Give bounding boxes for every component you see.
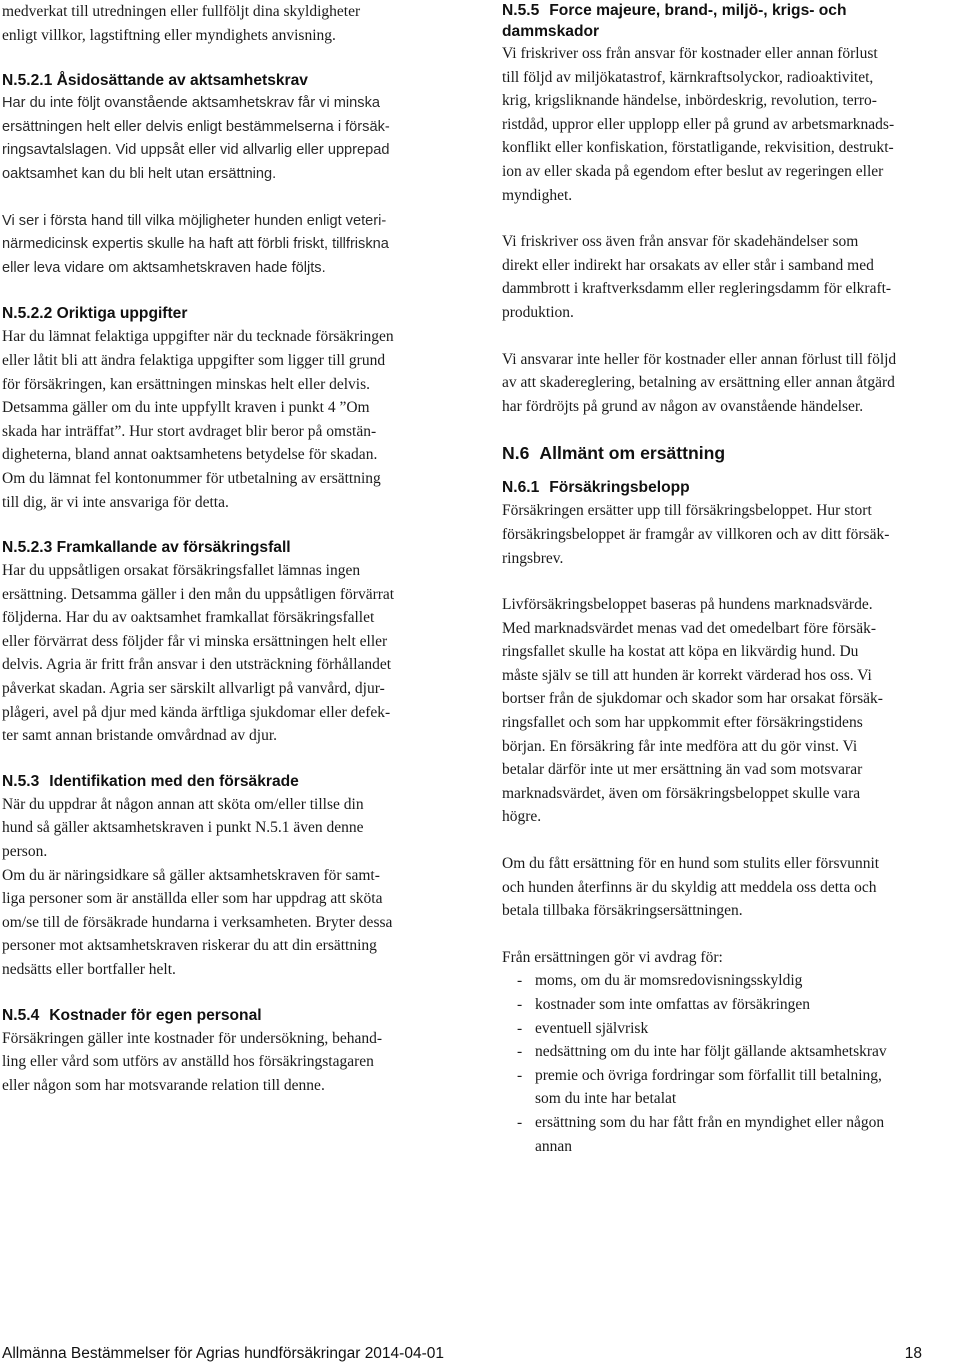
section-heading-n5-2-2: N.5.2.2 Oriktiga uppgifter [2,305,188,323]
section-title: Kostnader för egen personal [49,1006,262,1024]
section-title: Försäkringsbelopp [549,479,690,497]
section-paragraph: Vi ser i första hand till vilka möjligheter hunden enligt veteri- närmedicinsk expertis skulle ha haft att förbli friskt, tillfriskna eller leva vidare om aktsamhetskraven hade följts. [2,212,389,276]
section-title: Allmänt om ersättning [539,443,726,464]
section-paragraph: Försäkringen gäller inte kostnader för undersökning, behand- ling eller vård som utförs av anställd hos försäkringstagaren eller någon som har motsvarande relation till denne. [2,1029,383,1094]
section-heading-n5-2-3: N.5.2.3 Framkallande av försäkringsfall [2,539,291,557]
right-column [502,0,954,1158]
section-paragraph: När du uppdrar åt någon annan att sköta om/eller tillse din hund så gäller aktsamhetskraven i punkt N.5.1 även denne person. Om du är näringsidkare så gäller aktsamhetskraven för samt- liga personer som är anställda eller som har uppdrag att sköta om/se till de försäkrade hundarna i verksamheten. Bryter dessa personer mot aktsamhetskraven riskerar du att din ersättning nedsätts eller bortfaller helt. [2,795,393,978]
page-footer [2,1345,920,1363]
left-column [2,0,450,1097]
section-paragraph: Har du uppsåtligen orsakat försäkringsfallet lämnas ingen ersättning. Detsamma gäller i den mån du uppsåtligen förvärrat följderna. Har du av oaktsamhet framkallat försäkringsfallet eller förvärrat dess följder får vi minska ersättningen helt eller delvis. Agria är fritt från ansvar i den utsträckning förhållandet påverkat skadan. Agria ser särskilt allvarligt på vanvård, djur- plågeri, avel på djur med kända ärftliga sjukdomar eller defek- ter samt annan bristande omvårdnad av djur. [2,562,395,745]
list-item: - premie och övriga fordringar som förfallit till betalning, som du inte har betalat [502,1064,954,1111]
section-heading-n6 [502,441,954,465]
section-paragraph: Vi ansvarar inte heller för kostnader eller annan förlust till följd av att skadereglering, betalning av ersättning eller annan åtgärd har fördröjts på grund av någon av ovanstående händelser. [502,350,897,415]
footer-title: Allmänna Bestämmelser för Agrias hundförsäkringar 2014-04-01 [2,1345,444,1362]
list-item: - ersättning som du har fått från en myndighet eller någon annan [502,1111,954,1158]
section-heading-n5-5 [502,0,954,42]
intro-paragraph: medverkat till utredningen eller fullföljt dina skyldigheter enligt villkor, lagstiftning eller myndighets anvisning. [2,3,361,44]
section-paragraph: Har du lämnat felaktiga uppgifter när du tecknade försäkringen eller låtit bli att ändra felaktiga uppgifter som ligger till grund för försäkringen, kan ersättningen minskas helt eller delvis. Detsamma gäller om du inte uppfyllt kraven i punkt 4 ”Om skada har inträffat”. Hur stort avdraget blir beror på omstän- digheterna, bland annat oaktsamhetens betydelse för skadan. Om du lämnat fel kontonummer för utbetalning av ersättning till dig, är vi inte ansvariga för detta. [2,328,394,511]
section-number: N.5.5 [502,2,540,19]
deduction-list [502,969,954,1158]
section-paragraph: Från ersättningen gör vi avdrag för: [502,948,723,966]
section-title: Force majeure, brand-, miljö-, krigs- och dammskador [502,2,847,40]
section-paragraph: Har du inte följt ovanstående aktsamhetskrav får vi minska ersättningen helt eller delvis enligt bestämmelserna i försäk- ringsavtalslagen. Vid uppsåt eller vid allvarlig eller upprepad oaktsamhet kan du bli helt utan ersättning. [2,95,390,182]
section-paragraph: Vi friskriver oss även från ansvar för skadehändelser som direkt eller indirekt har orsakats av eller står i samband med dammbrott i kraftverksdamm eller regleringsdamm för elkraft- produktion. [502,233,892,321]
section-heading-n5-4 [2,1005,450,1027]
page-number: 18 [904,1345,922,1362]
section-paragraph: Vi friskriver oss från ansvar för kostnader eller annan förlust till följd av miljökatastrof, kärnkraftsolyckor, radioaktivitet, krig, krigsliknande händelse, inbördeskrig, revolution, terro- ristdåd, uppror eller upplopp eller på grund av arbetsmarknads- konflikt eller konfiskation, förstatligande, rekvisition, destrukt- ion av eller skada på egendom efter beslut av regeringen eller myndighet. [502,45,895,204]
section-heading-n5-3 [2,771,450,793]
section-paragraph: Om du fått ersättning för en hund som stulits eller försvunnit och hunden återfinns är du skyldig att meddela oss detta och betala tillbaka försäkringsersättningen. [502,855,880,920]
section-paragraph: Försäkringen ersätter upp till försäkringsbeloppet. Hur stort försäkringsbeloppet är framgår av villkoren och av ditt försäk- ringsbrev. [502,502,890,567]
section-heading-n6-1 [502,477,954,499]
list-item: - kostnader som inte omfattas av försäkringen [502,993,954,1017]
list-item: - moms, om du är momsredovisningsskyldig [502,969,954,993]
section-number: N.6 [502,443,530,464]
section-number: N.6.1 [502,479,540,497]
section-heading-n5-2-1: N.5.2.1 Åsidosättande av aktsamhetskrav [2,72,308,90]
section-number: N.5.3 [2,772,40,790]
section-number: N.5.4 [2,1006,40,1024]
list-item: - nedsättning om du inte har följt gällande aktsamhetskrav [502,1040,954,1064]
section-paragraph: Livförsäkringsbeloppet baseras på hundens marknadsvärde. Med marknadsvärdet menas vad det omedelbart före försäk- ringsfallet skulle ha kostat att köpa en likvärdig hund. Du måste själv se till att hunden är korrekt värderad hos oss. Vi bortser från de sjukdomar och skador som har orsakat försäk- ringsfallet och som har uppkommit efter försäkringstidens början. En försäkring får inte medföra att du gör vinst. Vi betalar därför inte ut mer ersättning än vad som motsvarar marknadsvärdet, även om försäkringsbeloppet skulle vara högre. [502,596,883,826]
list-item: - eventuell självrisk [502,1017,954,1041]
section-title: Identifikation med den försäkrade [49,772,299,790]
